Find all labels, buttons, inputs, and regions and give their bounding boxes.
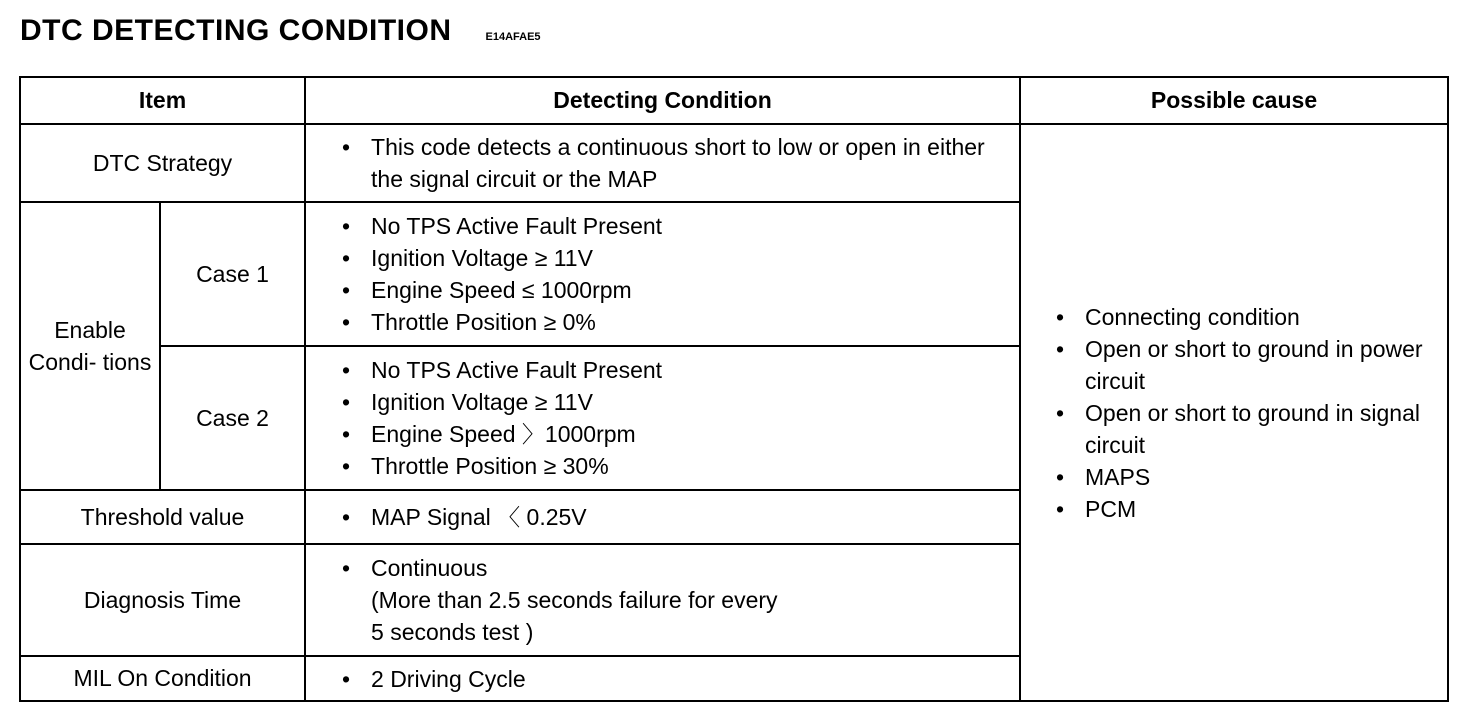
list-item: • Engine Speed ≤ 1000rpm [342, 274, 1009, 306]
list-item: • Ignition Voltage ≥ 11V [342, 386, 1009, 418]
case1-label: Case 1 [160, 202, 305, 346]
diagnosis-detail-line2: 5 seconds test ) [371, 619, 534, 645]
list-item: • 2 Driving Cycle [342, 663, 1009, 695]
list-item: • Open or short to ground in signal circuit [1056, 397, 1437, 461]
strategy-condition-list [342, 131, 1009, 195]
threshold-condition-list [342, 501, 1009, 533]
list-item: • MAPS [1056, 461, 1437, 493]
list-item: • Connecting condition [1056, 301, 1437, 333]
enable-conditions-label: Enable Condi- tions [20, 202, 160, 490]
table-header-row [20, 77, 1448, 124]
list-item: • Open or short to ground in power circuit [1056, 333, 1437, 397]
possible-cause-cell [1020, 124, 1448, 701]
document-code: E14AFAE5 [485, 31, 541, 43]
case1-condition-list [342, 210, 1009, 338]
header-possible-cause: Possible cause [1020, 77, 1448, 124]
list-item [342, 552, 1009, 648]
list-item: • This code detects a continuous short to low or open in either the signal circuit or the MAP [342, 131, 1009, 195]
case1-conditions [305, 202, 1020, 346]
diagnosis-condition-list [342, 552, 1009, 648]
header-detecting-condition: Detecting Condition [305, 77, 1020, 124]
list-item: • Throttle Position ≥ 30% [342, 450, 1009, 482]
list-item: • No TPS Active Fault Present [342, 210, 1009, 242]
header-item: Item [20, 77, 305, 124]
strategy-conditions [305, 124, 1020, 202]
page-heading [20, 14, 541, 48]
list-item: • Ignition Voltage ≥ 11V [342, 242, 1009, 274]
list-item: • Engine Speed 〉1000rpm [342, 418, 1009, 450]
dtc-condition-table [19, 76, 1449, 702]
table-row-strategy [20, 124, 1448, 202]
possible-cause-list [1056, 301, 1437, 525]
case2-conditions [305, 346, 1020, 490]
mil-conditions [305, 656, 1020, 701]
list-item: • MAP Signal 〈 0.25V [342, 501, 1009, 533]
threshold-label: Threshold value [20, 490, 305, 544]
list-item: • PCM [1056, 493, 1437, 525]
list-item: • No TPS Active Fault Present [342, 354, 1009, 386]
page-title: DTC DETECTING CONDITION [20, 14, 452, 47]
diagnosis-condition: • Continuous [371, 555, 488, 581]
diagnosis-conditions [305, 544, 1020, 656]
list-item: • Throttle Position ≥ 0% [342, 306, 1009, 338]
diagnosis-label: Diagnosis Time [20, 544, 305, 656]
diagnosis-detail-line1: (More than 2.5 seconds failure for every [371, 587, 778, 613]
mil-condition-list [342, 663, 1009, 695]
case2-condition-list [342, 354, 1009, 482]
case2-label: Case 2 [160, 346, 305, 490]
mil-label: MIL On Condition [20, 656, 305, 701]
strategy-label: DTC Strategy [20, 124, 305, 202]
threshold-conditions [305, 490, 1020, 544]
